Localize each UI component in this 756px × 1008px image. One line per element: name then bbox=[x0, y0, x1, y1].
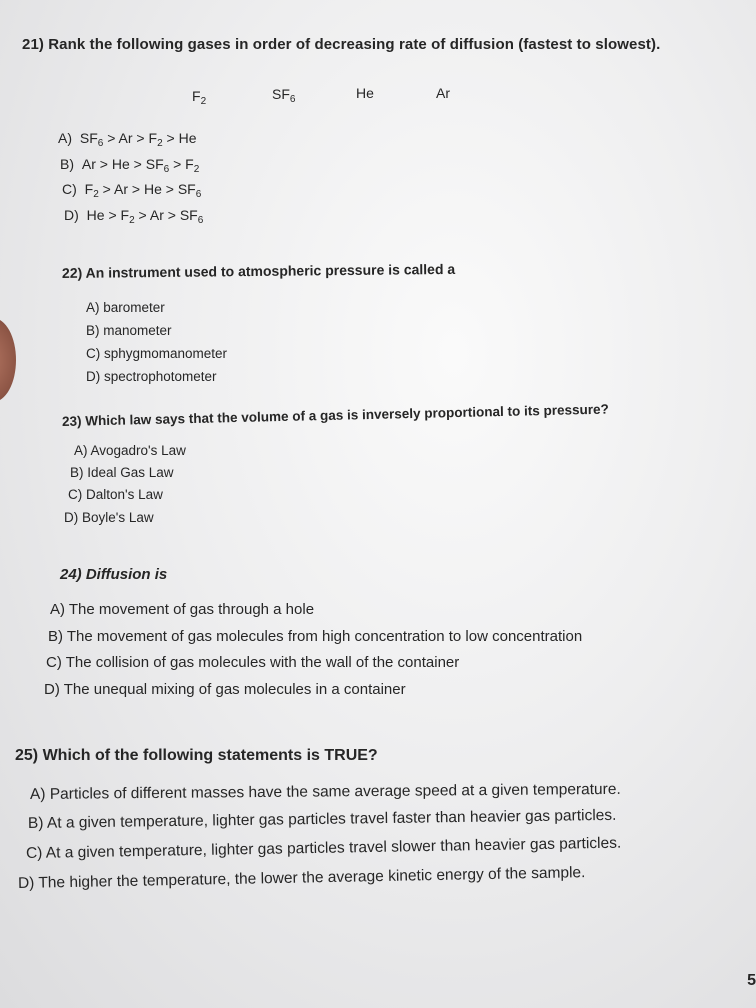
question-23-option-d[interactable]: D) Boyle's Law bbox=[64, 510, 154, 525]
option-letter: B) bbox=[60, 156, 78, 172]
question-21-option-a[interactable] bbox=[58, 130, 197, 149]
greater-than-sign: > bbox=[132, 130, 149, 146]
question-25-option-d[interactable]: D) The higher the temperature, the lower the average kinetic energy of the sample. bbox=[17, 864, 586, 892]
gas-formula: He bbox=[111, 156, 130, 172]
gas-f2: $F_2$ bbox=[192, 88, 207, 107]
option-letter: A) bbox=[58, 130, 76, 146]
question-24-title: 24) Diffusion is bbox=[60, 566, 168, 583]
gas-formula: $SF_6$ bbox=[177, 181, 202, 200]
question-22-title: 22) An instrument used to atmospheric pressure is called a bbox=[61, 260, 456, 281]
gas-formula: Ar bbox=[81, 156, 96, 172]
question-23-option-a[interactable]: A) Avogadro's Law bbox=[74, 443, 186, 458]
question-22-option-a[interactable]: A) barometer bbox=[86, 300, 165, 315]
greater-than-sign: > bbox=[169, 156, 186, 172]
gas-formula: $F_2$ bbox=[120, 207, 135, 226]
question-24-option-d[interactable]: D) The unequal mixing of gas molecules in a container bbox=[44, 681, 406, 698]
greater-than-sign: > bbox=[162, 130, 179, 146]
greater-than-sign: > bbox=[95, 156, 112, 172]
gas-sf6: $SF_6$ bbox=[272, 86, 296, 105]
option-letter: D) bbox=[64, 207, 83, 223]
greater-than-sign: > bbox=[104, 207, 121, 223]
question-24-option-c[interactable]: C) The collision of gas molecules with the wall of the container bbox=[46, 654, 460, 671]
gas-formula: He bbox=[178, 130, 197, 146]
question-24-option-a[interactable]: A) The movement of gas through a hole bbox=[50, 601, 315, 618]
question-25-option-a[interactable]: A) Particles of different masses have the same average speed at a given temperature. bbox=[29, 780, 621, 803]
question-21-option-c[interactable] bbox=[62, 181, 202, 200]
gas-formula: Ar bbox=[113, 181, 128, 197]
gas-formula: $SF_6$ bbox=[79, 130, 104, 149]
gas-formula: $F_2$ bbox=[148, 130, 163, 149]
gas-formula: $F_2$ bbox=[185, 156, 200, 175]
gas-formula: $F_2$ bbox=[84, 181, 99, 200]
gas-formula: $SF_6$ bbox=[145, 156, 170, 175]
gas-formula: He bbox=[143, 181, 162, 197]
question-21-title: 21) Rank the following gases in order of decreasing rate of diffusion (fastest to slowest). bbox=[22, 36, 661, 53]
page-number: 5 bbox=[747, 972, 756, 989]
question-25-title: 25) Which of the following statements is TRUE? bbox=[15, 747, 378, 764]
gas-formula: Ar bbox=[118, 130, 133, 146]
question-22-option-d[interactable]: D) spectrophotometer bbox=[86, 369, 217, 384]
greater-than-sign: > bbox=[103, 130, 119, 146]
question-25-option-c[interactable]: C) At a given temperature, lighter gas particles travel slower than heavier gas particles. bbox=[25, 834, 622, 862]
finger-shadow bbox=[0, 318, 16, 402]
question-21-option-b[interactable] bbox=[60, 156, 200, 175]
question-22-option-c[interactable]: C) sphygmomanometer bbox=[86, 346, 228, 361]
greater-than-sign: > bbox=[129, 156, 146, 172]
question-23-option-b[interactable]: B) Ideal Gas Law bbox=[70, 465, 174, 480]
gas-ar: Ar bbox=[436, 85, 450, 101]
gas-formula: $SF_6$ bbox=[179, 207, 204, 226]
question-24-option-b[interactable]: B) The movement of gas molecules from high concentration to low concentration bbox=[48, 628, 583, 645]
question-25-option-b[interactable]: B) At a given temperature, lighter gas particles travel faster than heavier gas particles. bbox=[27, 806, 617, 832]
question-21-option-d[interactable] bbox=[64, 207, 204, 226]
question-22-option-b[interactable]: B) manometer bbox=[86, 323, 172, 338]
greater-than-sign: > bbox=[98, 181, 114, 197]
greater-than-sign: > bbox=[127, 181, 144, 197]
greater-than-sign: > bbox=[163, 207, 180, 223]
greater-than-sign: > bbox=[161, 181, 178, 197]
gas-formula: He bbox=[86, 207, 105, 223]
question-23-option-c[interactable]: C) Dalton's Law bbox=[68, 487, 163, 502]
option-letter: C) bbox=[62, 181, 81, 197]
greater-than-sign: > bbox=[134, 207, 150, 223]
gas-he: He bbox=[356, 85, 374, 101]
gas-formula: Ar bbox=[149, 207, 164, 223]
question-23-title: 23) Which law says that the volume of a gas is inversely proportional to its pressure? bbox=[61, 401, 609, 429]
